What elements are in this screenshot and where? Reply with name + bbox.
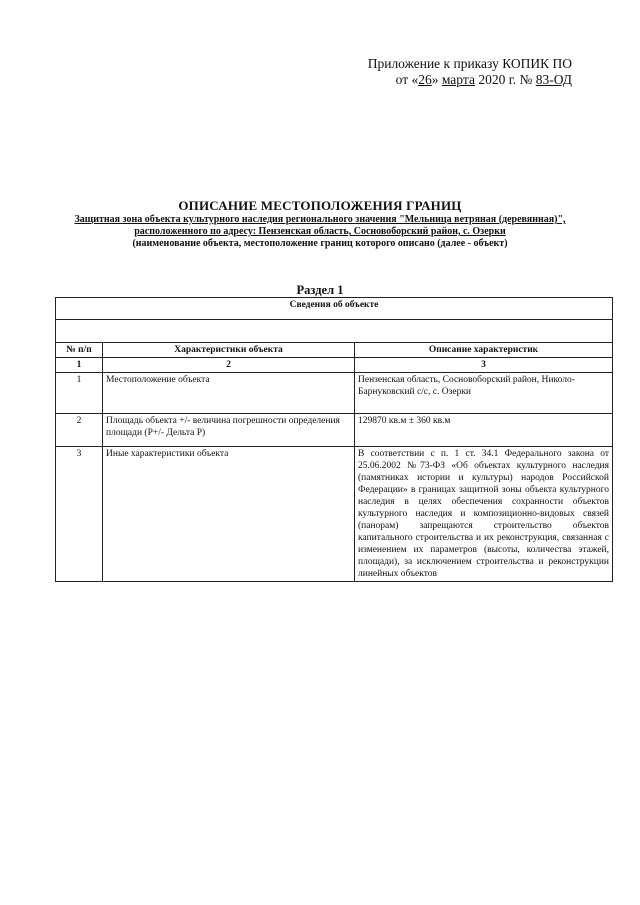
header-characteristic: Характеристики объекта (103, 343, 355, 358)
order-reference (368, 56, 572, 88)
header-description: Описание характеристик (355, 343, 613, 358)
object-name-line2: расположенного по адресу: Пензенская область, Сосновоборский район, с. Озерки (134, 226, 506, 237)
table-header-row (56, 343, 613, 358)
document-title-block (40, 198, 600, 250)
table-row (56, 373, 613, 414)
row-description: Пензенская область, Сосновоборский район, Николо-Барнуковский с/с, с. Озерки (355, 373, 613, 414)
object-name-line1: Защитная зона объекта культурного наследия регионального значения "Мельница ветряная (деревянная)", (74, 214, 566, 225)
row-num: 3 (56, 447, 103, 582)
object-info-table (55, 297, 613, 582)
header-num: № п/п (56, 343, 103, 358)
section-title: Раздел 1 (296, 283, 344, 297)
row-description: 129870 кв.м ± 360 кв.м (355, 414, 613, 447)
order-month: марта (441, 72, 475, 87)
row-description: В соответствии с п. 1 ст. 34.1 Федерального закона от 25.06.2002 №73-ФЗ «Об объектах культурного наследия (памятниках истории и культуры) народов Российской Федерации» в границах защитной зоны объекта культурного наследия в целях обеспечения сохранности объектов культурного наследия и композиционно-видовых связей (панорам) запрещаются строительство объектов капитального строительства и их реконструкция, связанная с изменением их параметров (высоты, количества этажей, площади), за исключением строительства и реконструкции линейных объектов (355, 447, 613, 582)
table-caption-row (56, 298, 613, 320)
order-date-prefix: от « (395, 72, 419, 87)
column-number: 1 (56, 358, 103, 373)
order-reference-line2 (368, 72, 572, 88)
table-column-numbers-row (56, 358, 613, 373)
order-reference-line1: Приложение к приказу КОПИК ПО (367, 56, 572, 71)
empty-cell (56, 320, 613, 343)
order-day: 26 (418, 72, 432, 87)
row-num: 1 (56, 373, 103, 414)
row-characteristic: Площадь объекта +/- величина погрешности определения площади (Р+/- Дельта Р) (103, 414, 355, 447)
table-caption: Сведения об объекте (56, 298, 613, 320)
table-empty-row (56, 320, 613, 343)
row-characteristic: Иные характеристики объекта (103, 447, 355, 582)
row-num: 2 (56, 414, 103, 447)
order-number: 83-ОД (535, 72, 572, 87)
order-date-mid: » (431, 72, 442, 87)
row-characteristic: Местоположение объекта (103, 373, 355, 414)
object-name-caption: (наименование объекта, местоположение границ которого описано (далее - объект) (132, 238, 508, 249)
order-year: 2020 г. № (474, 72, 536, 87)
table-row (56, 414, 613, 447)
column-number: 3 (355, 358, 613, 373)
table-row (56, 447, 613, 582)
column-number: 2 (103, 358, 355, 373)
document-title: ОПИСАНИЕ МЕСТОПОЛОЖЕНИЯ ГРАНИЦ (178, 198, 462, 213)
